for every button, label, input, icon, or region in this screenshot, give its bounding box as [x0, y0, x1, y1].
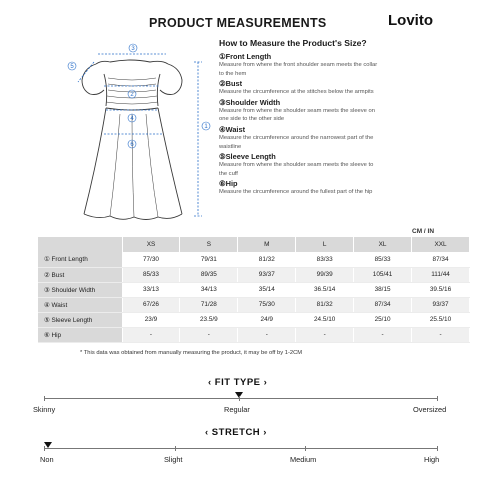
table-cell: 34/13 — [180, 282, 238, 297]
marker-2-label: 2 — [130, 92, 134, 98]
table-cell: - — [238, 327, 296, 342]
dress-illustration — [58, 38, 218, 233]
step-desc: Measure the circumference around the narrowest part of the — [219, 134, 374, 141]
table-row — [38, 282, 470, 297]
table-cell: 99/39 — [296, 267, 354, 282]
table-cell: 24/9 — [238, 312, 296, 327]
step-waist: ④Waist — [219, 124, 246, 134]
fit-type-tick — [239, 396, 240, 401]
row-label: ① Front Length — [38, 252, 122, 267]
table-cell: 85/33 — [122, 267, 180, 282]
stretch-tick — [305, 446, 306, 451]
table-row — [38, 312, 470, 327]
stretch-non-label: Non — [40, 455, 54, 464]
stretch-tick — [437, 446, 438, 451]
table-cell: 79/31 — [180, 252, 238, 267]
step-desc: to the hem — [219, 70, 247, 77]
stretch-high-label: High — [424, 455, 440, 464]
size-header: M — [238, 237, 296, 252]
marker-5-label: 5 — [70, 64, 74, 70]
fit-type-tick — [44, 396, 45, 401]
size-header: XS — [122, 237, 180, 252]
table-cell: 75/30 — [238, 297, 296, 312]
fit-type-tick — [437, 396, 438, 401]
table-cell: - — [296, 327, 354, 342]
table-cell: 39.5/16 — [412, 282, 470, 297]
table-row — [38, 327, 470, 342]
stretch-scale-line — [44, 448, 438, 449]
table-cell: 93/37 — [412, 297, 470, 312]
row-label: ④ Waist — [38, 297, 122, 312]
table-cell: 105/41 — [354, 267, 412, 282]
table-cell: 38/15 — [354, 282, 412, 297]
table-row — [38, 297, 470, 312]
step-desc: Measure from where the front shoulder seam meets the collar — [219, 62, 378, 68]
brand-logo: Lovito — [388, 12, 433, 29]
table-cell: - — [180, 327, 238, 342]
size-table — [38, 237, 470, 343]
table-cell: 36.5/14 — [296, 282, 354, 297]
table-cell: 87/34 — [354, 297, 412, 312]
step-desc: waistline — [219, 143, 242, 150]
fit-type-title: ‹ FIT TYPE › — [208, 377, 268, 388]
step-desc: Measure from where the shoulder seam meets the sleeve to — [219, 162, 374, 169]
step-desc: one side to the other side — [219, 116, 285, 123]
table-cell: 77/30 — [122, 252, 180, 267]
table-cell: 25.5/10 — [412, 312, 470, 327]
row-label: ③ Shoulder Width — [38, 282, 122, 297]
step-bust: ②Bust — [219, 79, 243, 89]
step-shoulder-width: ③Shoulder Width — [219, 97, 281, 107]
size-header: XL — [354, 237, 412, 252]
unit-label: CM / IN — [412, 228, 435, 235]
table-header-row — [38, 237, 470, 252]
table-row — [38, 267, 470, 282]
step-front-length: ①Front Length — [219, 52, 272, 61]
fit-type-oversized-label: Oversized — [413, 405, 447, 414]
table-cell: 71/28 — [180, 297, 238, 312]
table-cell: 87/34 — [412, 252, 470, 267]
table-cell: 111/44 — [412, 267, 470, 282]
step-desc: Measure the circumference at the stitches below the armpits — [219, 89, 374, 96]
marker-3-label: 3 — [131, 46, 135, 52]
table-cell: 24.5/10 — [296, 312, 354, 327]
table-cell: 89/35 — [180, 267, 238, 282]
fit-type-scale-line — [44, 398, 438, 399]
stretch-slight-label: Slight — [164, 455, 183, 464]
step-desc: Measure the circumference around the fullest part of the hip — [219, 189, 373, 196]
table-row — [38, 252, 470, 267]
step-desc: the cuff — [219, 170, 238, 177]
howto-title: How to Measure the Product's Size? — [219, 38, 367, 48]
size-header: S — [180, 237, 238, 252]
fit-type-regular-label: Regular — [224, 405, 250, 414]
table-cell: - — [354, 327, 412, 342]
how-to-measure — [219, 38, 469, 197]
page-title: PRODUCT MEASUREMENTS — [149, 16, 327, 30]
table-cell: 33/13 — [122, 282, 180, 297]
fit-type-skinny-label: Skinny — [33, 405, 56, 414]
row-label: ⑥ Hip — [38, 327, 122, 342]
size-header: L — [296, 237, 354, 252]
marker-1-label: 1 — [204, 124, 208, 130]
stretch-tick — [44, 446, 45, 451]
table-cell: 23/9 — [122, 312, 180, 327]
table-cell: 23.5/9 — [180, 312, 238, 327]
step-hip: ⑥Hip — [219, 179, 238, 189]
measurement-note: * This data was obtained from manually measuring the product, it may be off by 1-2CM — [80, 350, 303, 356]
row-label: ⑤ Sleeve Length — [38, 312, 122, 327]
table-cell: 85/33 — [354, 252, 412, 267]
marker-6-label: 6 — [130, 142, 134, 148]
size-header: XXL — [412, 237, 470, 252]
dress-diagram — [58, 38, 218, 233]
table-cell: 93/37 — [238, 267, 296, 282]
step-sleeve-length: ⑤Sleeve Length — [219, 152, 276, 162]
table-cell: 81/32 — [296, 297, 354, 312]
row-label: ② Bust — [38, 267, 122, 282]
stretch-medium-label: Medium — [290, 455, 317, 464]
table-corner — [38, 237, 122, 252]
table-cell: - — [122, 327, 180, 342]
table-cell: 83/33 — [296, 252, 354, 267]
stretch-title: ‹ STRETCH › — [205, 427, 267, 438]
table-cell: - — [412, 327, 470, 342]
table-cell: 25/10 — [354, 312, 412, 327]
stretch-tick — [175, 446, 176, 451]
table-cell: 81/32 — [238, 252, 296, 267]
table-cell: 67/26 — [122, 297, 180, 312]
table-cell: 35/14 — [238, 282, 296, 297]
step-desc: Measure from where the shoulder seam meets the sleeve on — [219, 107, 375, 114]
marker-4-label: 4 — [130, 116, 134, 122]
